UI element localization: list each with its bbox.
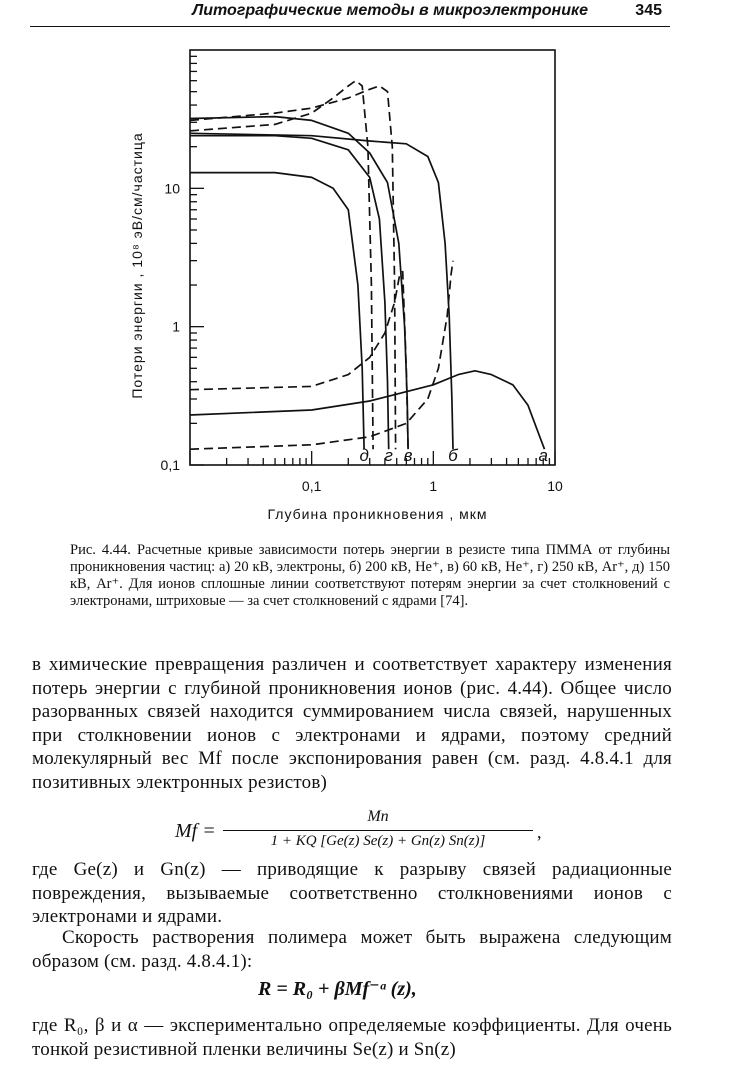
curve-label: а <box>538 446 548 465</box>
curve-dashed-line <box>190 261 453 450</box>
formula-lhs: Mf = <box>175 820 216 842</box>
x-axis-title: Глубина проникновения , мкм <box>267 506 488 522</box>
paragraph-3: Скорость растворения полимера может быть выражена следующим образом (см. разд. 4.8.4.1): <box>32 927 672 972</box>
page-number: 345 <box>635 2 662 19</box>
paragraph-1: в химические превращения различен и соответствует характеру изменения потерь энергии с глубиной проникновения ионов (рис. 4.44). Общее число разорванных связей находится суммированием числа связей, нарушенных при столкновении ионов с электронами и ядрами, поэтому средний молекулярный вес Mf после экспонирования равен (см. разд. 4.8.4.1 для позитивных электронных резистов) <box>32 654 672 793</box>
curve-solid-line <box>190 173 364 450</box>
energy-loss-chart <box>100 30 620 530</box>
x-tick-label: 0,1 <box>301 478 322 494</box>
fraction-bar <box>223 830 533 831</box>
y-tick-label: 0,1 <box>160 457 180 473</box>
curve-dashed-line <box>190 272 408 450</box>
curve-label: г <box>384 446 393 465</box>
plot-frame <box>190 50 555 465</box>
formula-molecular-weight <box>175 808 595 856</box>
formula-comma: , <box>537 822 542 842</box>
formula-dissolution-rate: R = R₀ + βMf⁻ᵅ (z), <box>258 978 417 1000</box>
axes <box>190 50 555 465</box>
paragraph-4: где R₀, β и α — экспериментально определяемые коэффициенты. Для очень тонкой резистивной пленки величины Se(z) и Sn(z) <box>32 1015 672 1060</box>
formula-numerator: Mn <box>367 808 389 825</box>
page-header <box>30 0 670 27</box>
y-tick-label: 10 <box>164 180 180 197</box>
y-axis-title: Потери энергии , 10⁸ эВ/см/частица <box>129 132 145 399</box>
series-group <box>190 81 545 450</box>
x-tick-label: 1 <box>429 478 438 494</box>
curve-label: в <box>403 446 413 465</box>
figure-caption: Рис. 4.44. Расчетные кривые зависимости потерь энергии в резисте типа ПММА от глубины проникновения частиц: а) 20 кВ, электроны, б) 200 кВ, He⁺, в) 60 кВ, He⁺, г) 250 кВ, Ar⁺, д) 150 кВ, Ar⁺. Для ионов сплошные линии соответствуют потерям энергии за счет столкновений с электронами, штриховые — за счет столкновений с ядрами [74]. <box>70 542 670 609</box>
curve-solid-line <box>190 371 545 449</box>
x-tick-label: 10 <box>547 478 563 494</box>
formula-denominator: 1 + KQ [Ge(z) Se(z) + Gn(z) Sn(z)] <box>270 833 486 849</box>
curve-solid-line <box>190 133 453 449</box>
running-title: Литографические методы в микроэлектронике <box>192 2 588 19</box>
paragraph-2: где Ge(z) и Gn(z) — приводящие к разрыву связей радиационные повреждения, вызываемые соответственно столкновениями ионов с электронами и ядрами. <box>32 859 672 927</box>
y-tick-label: 1 <box>172 318 180 335</box>
curve-label: б <box>448 446 458 465</box>
curve-label: д <box>359 446 369 465</box>
